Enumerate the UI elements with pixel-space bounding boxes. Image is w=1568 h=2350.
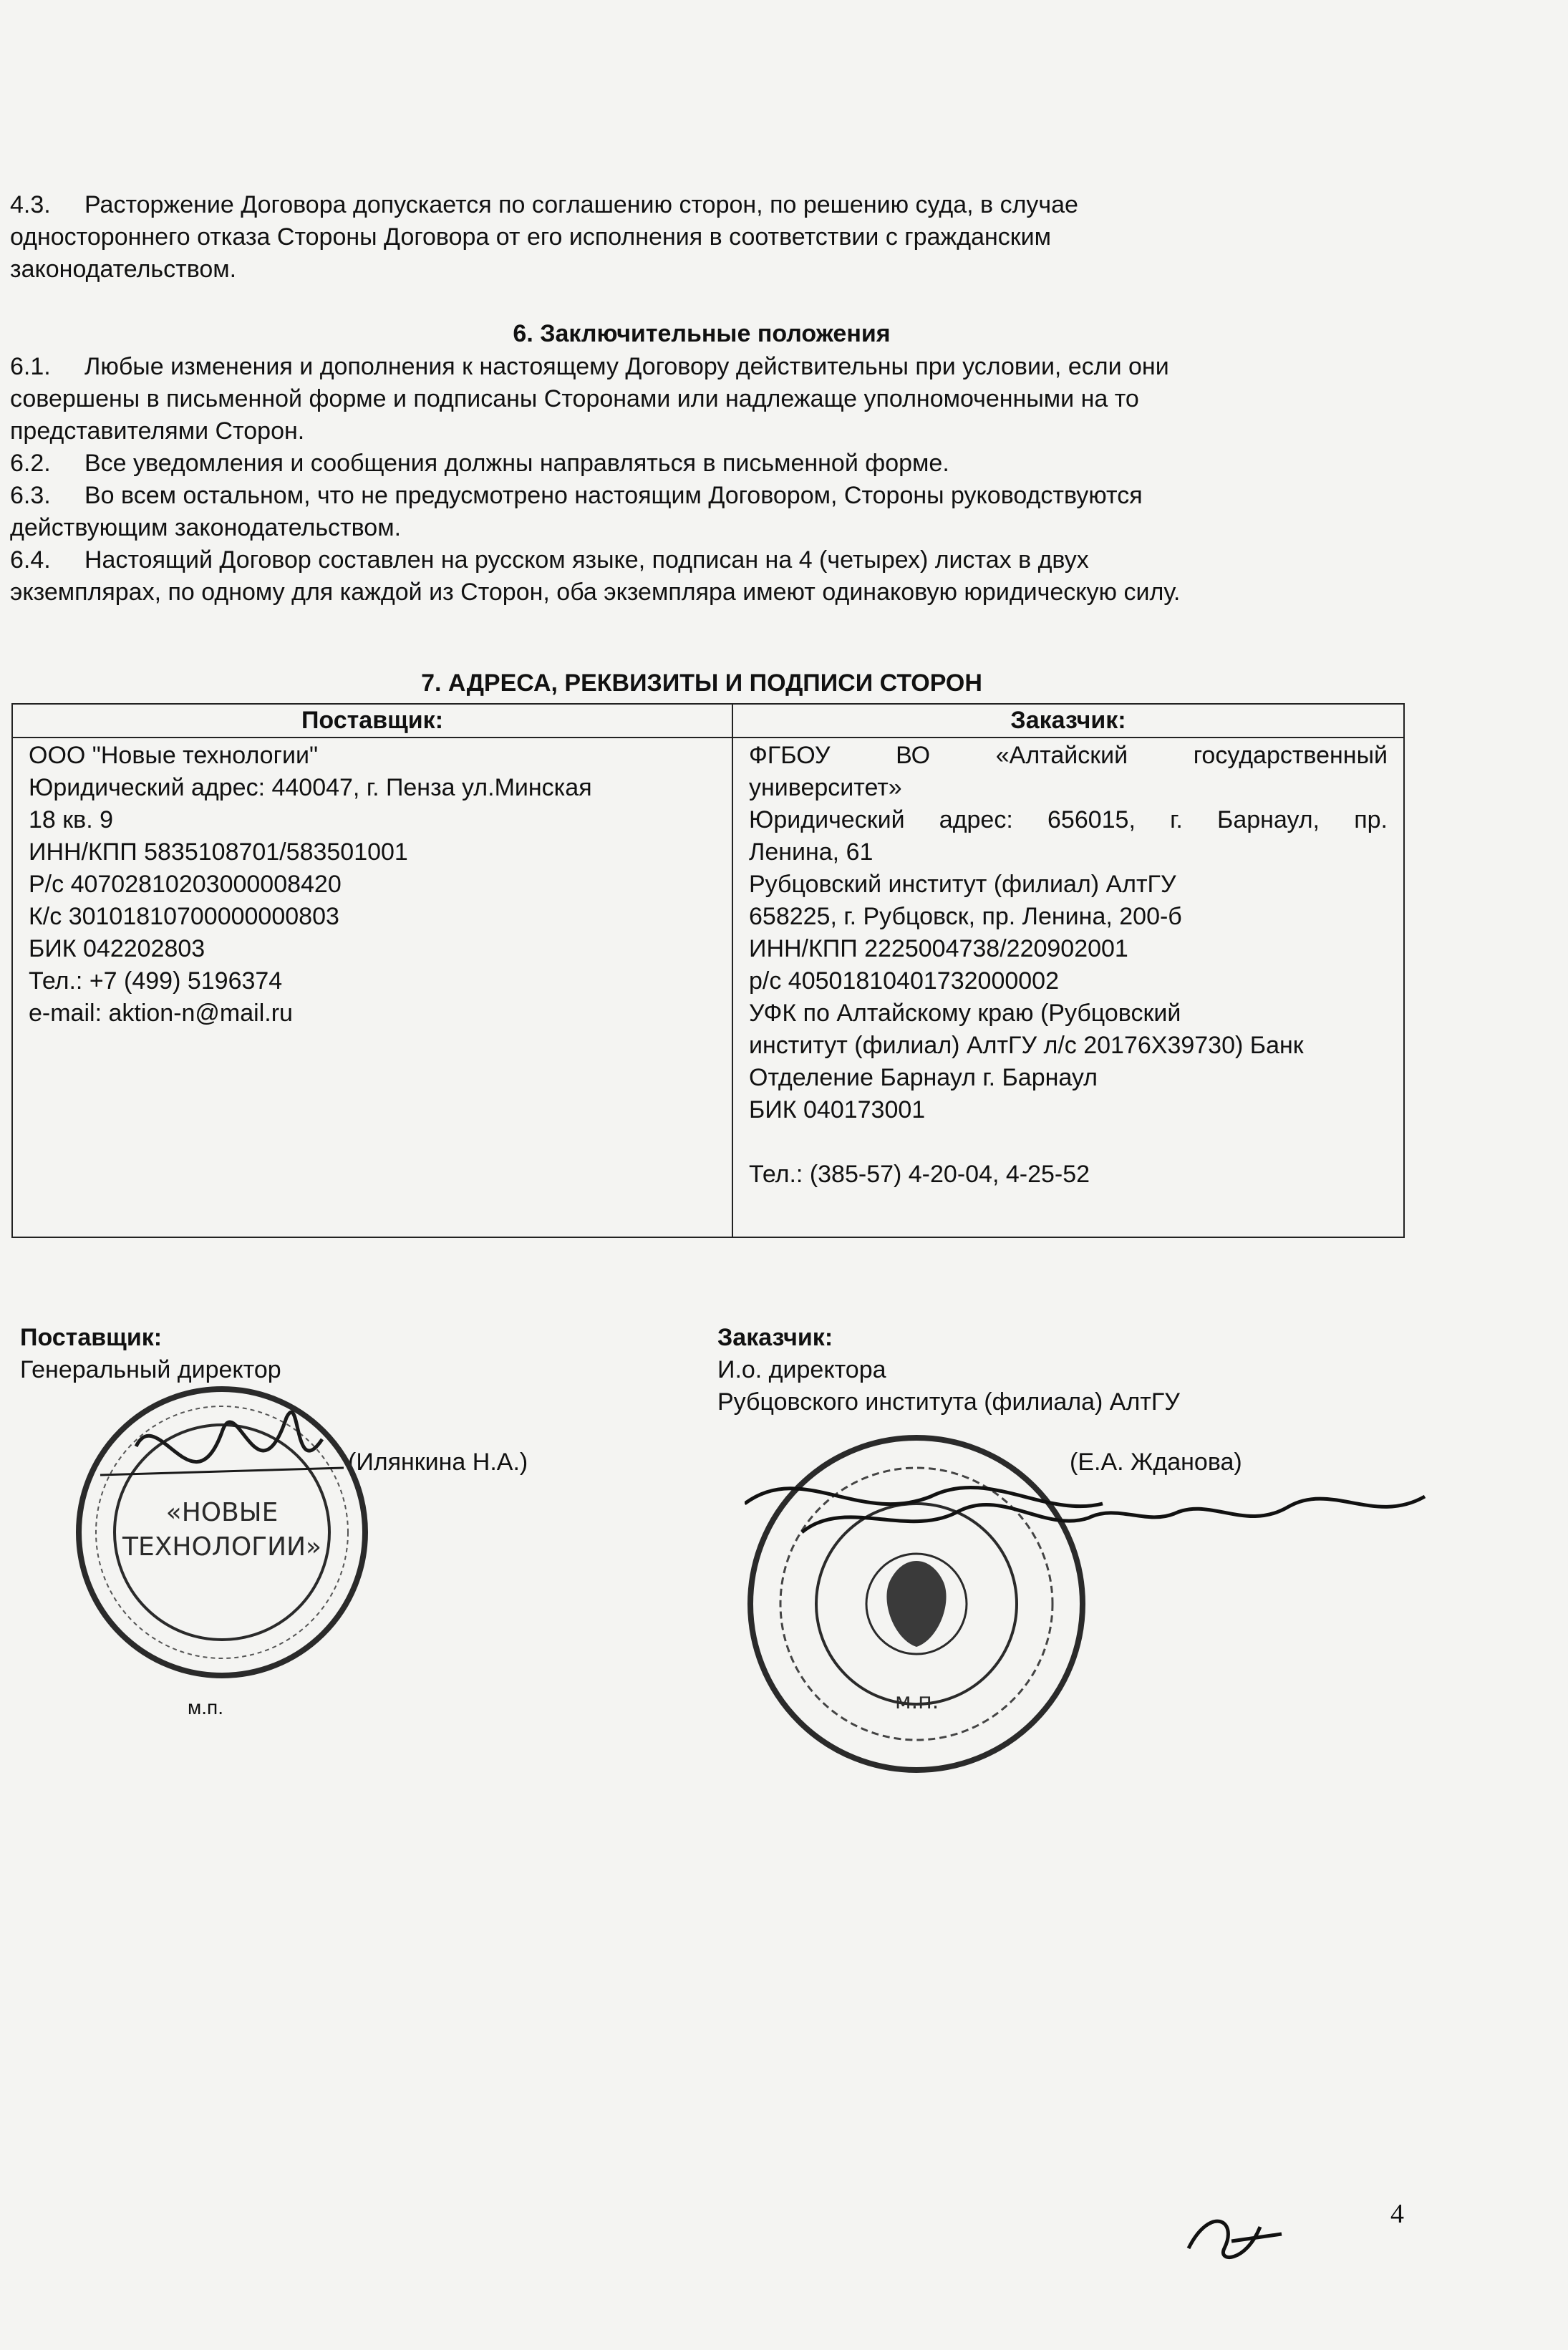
clause-number: 4.3. xyxy=(10,191,51,218)
customer-mp: м.п. xyxy=(895,1689,939,1714)
clause-6-1-line-2: совершены в письменной форме и подписаны Сторонами или надлежаще уполномоченными на то xyxy=(10,385,1139,412)
supplier-sign-label: Поставщик: xyxy=(20,1324,163,1351)
supplier-header: Поставщик: xyxy=(12,704,732,738)
section-6-title: 6. Заключительные положения xyxy=(513,320,891,347)
customer-line: Юридический адрес: 656015, г. Барнаул, пр. xyxy=(749,806,1388,833)
customer-line: 658225, г. Рубцовск, пр. Ленина, 200-б xyxy=(749,903,1182,930)
customer-line: Рубцовский институт (филиал) АлтГУ xyxy=(749,871,1176,898)
section-7-title: 7. АДРЕСА, РЕКВИЗИТЫ И ПОДПИСИ СТОРОН xyxy=(421,669,982,697)
customer-line: ИНН/КПП 2225004738/220902001 xyxy=(749,935,1128,962)
supplier-mp: м.п. xyxy=(188,1696,223,1718)
customer-line: Ленина, 61 xyxy=(749,838,873,866)
clause-6-4 xyxy=(10,544,1403,609)
clause-6-1-line-1: 6.1. Любые изменения и дополнения к настоящему Договору действительны при условии, если они xyxy=(10,353,1169,380)
supplier-name: (Илянкина Н.А.) xyxy=(348,1449,528,1476)
supplier-line: ООО "Новые технологии" xyxy=(29,742,319,769)
clause-4-3 xyxy=(10,189,1403,286)
customer-position: И.о. директора xyxy=(717,1356,886,1383)
supplier-position: Генеральный директор xyxy=(20,1356,281,1383)
customer-requisites xyxy=(732,738,1404,1237)
customer-name: (Е.А. Жданова) xyxy=(1070,1449,1242,1476)
requisites-table xyxy=(11,703,1405,1238)
customer-line: институт (филиал) АлтГУ л/с 20176Х39730) Банк xyxy=(749,1032,1304,1059)
customer-line: Отделение Барнаул г. Барнаул xyxy=(749,1064,1098,1091)
supplier-line: БИК 042202803 xyxy=(29,935,205,962)
supplier-requisites xyxy=(12,738,732,1237)
clause-4-3-line-2: одностороннего отказа Стороны Договора от его исполнения в соответствии с гражданским xyxy=(10,223,1052,251)
customer-line: УФК по Алтайскому краю (Рубцовский xyxy=(749,1000,1181,1027)
customer-line: р/с 40501810401732000002 xyxy=(749,967,1059,995)
svg-text:ТЕХНОЛОГИИ»: ТЕХНОЛОГИИ» xyxy=(122,1532,322,1562)
supplier-line: Юридический адрес: 440047, г. Пенза ул.Минская xyxy=(29,774,592,801)
customer-phone: Тел.: (385-57) 4-20-04, 4-25-52 xyxy=(749,1161,1090,1188)
clause-6-3-line-2: действующим законодательством. xyxy=(10,514,402,541)
supplier-line: Тел.: +7 (499) 5196374 xyxy=(29,967,283,995)
clause-6-4-line-2: экземплярах, по одному для каждой из Сторон, оба экземпляра имеют одинаковую юридическую силу. xyxy=(10,579,1181,606)
supplier-seal-text: «НОВЫЕ xyxy=(165,1498,279,1527)
customer-blank-line xyxy=(749,1126,1388,1159)
supplier-line: ИНН/КПП 5835108701/583501001 xyxy=(29,838,408,866)
clause-6-1-line-3: представителями Сторон. xyxy=(10,417,305,445)
customer-signature-block xyxy=(717,1322,1180,1418)
customer-line: ФГБОУ ВО «Алтайский государственный xyxy=(749,742,1388,769)
clause-6-2-line-1: 6.2. Все уведомления и сообщения должны направляться в письменной форме. xyxy=(10,450,949,477)
clause-4-3-line-1: 4.3. Расторжение Договора допускается по соглашению сторон, по решению суда, в случае xyxy=(10,189,1403,221)
clause-6-4-line-1: 6.4. Настоящий Договор составлен на русском языке, подписан на 4 (четырех) листах в двух xyxy=(10,546,1089,574)
supplier-line: К/с 30101810700000000803 xyxy=(29,903,339,930)
clause-6-3 xyxy=(10,480,1403,544)
customer-line: университет» xyxy=(749,774,902,801)
initials-mark xyxy=(1181,2205,1289,2277)
page-number: 4 xyxy=(1390,2199,1404,2229)
clause-6-1 xyxy=(10,351,1403,448)
clause-4-3-line-3: законодательством. xyxy=(10,256,237,283)
supplier-line: Р/с 40702810203000008420 xyxy=(29,871,342,898)
supplier-line: 18 кв. 9 xyxy=(29,806,114,833)
customer-institute: Рубцовского института (филиала) АлтГУ xyxy=(717,1388,1180,1416)
customer-handwritten-signature xyxy=(745,1454,1446,1561)
clause-6-2 xyxy=(10,448,1403,480)
supplier-seal xyxy=(57,1360,387,1690)
supplier-email: e-mail: aktion-n@mail.ru xyxy=(29,1000,293,1027)
customer-line: БИК 040173001 xyxy=(749,1096,926,1123)
customer-header: Заказчик: xyxy=(732,704,1404,738)
customer-sign-label: Заказчик: xyxy=(717,1324,833,1351)
clause-6-3-line-1: 6.3. Во всем остальном, что не предусмотрено настоящим Договором, Стороны руководствуются xyxy=(10,482,1143,509)
